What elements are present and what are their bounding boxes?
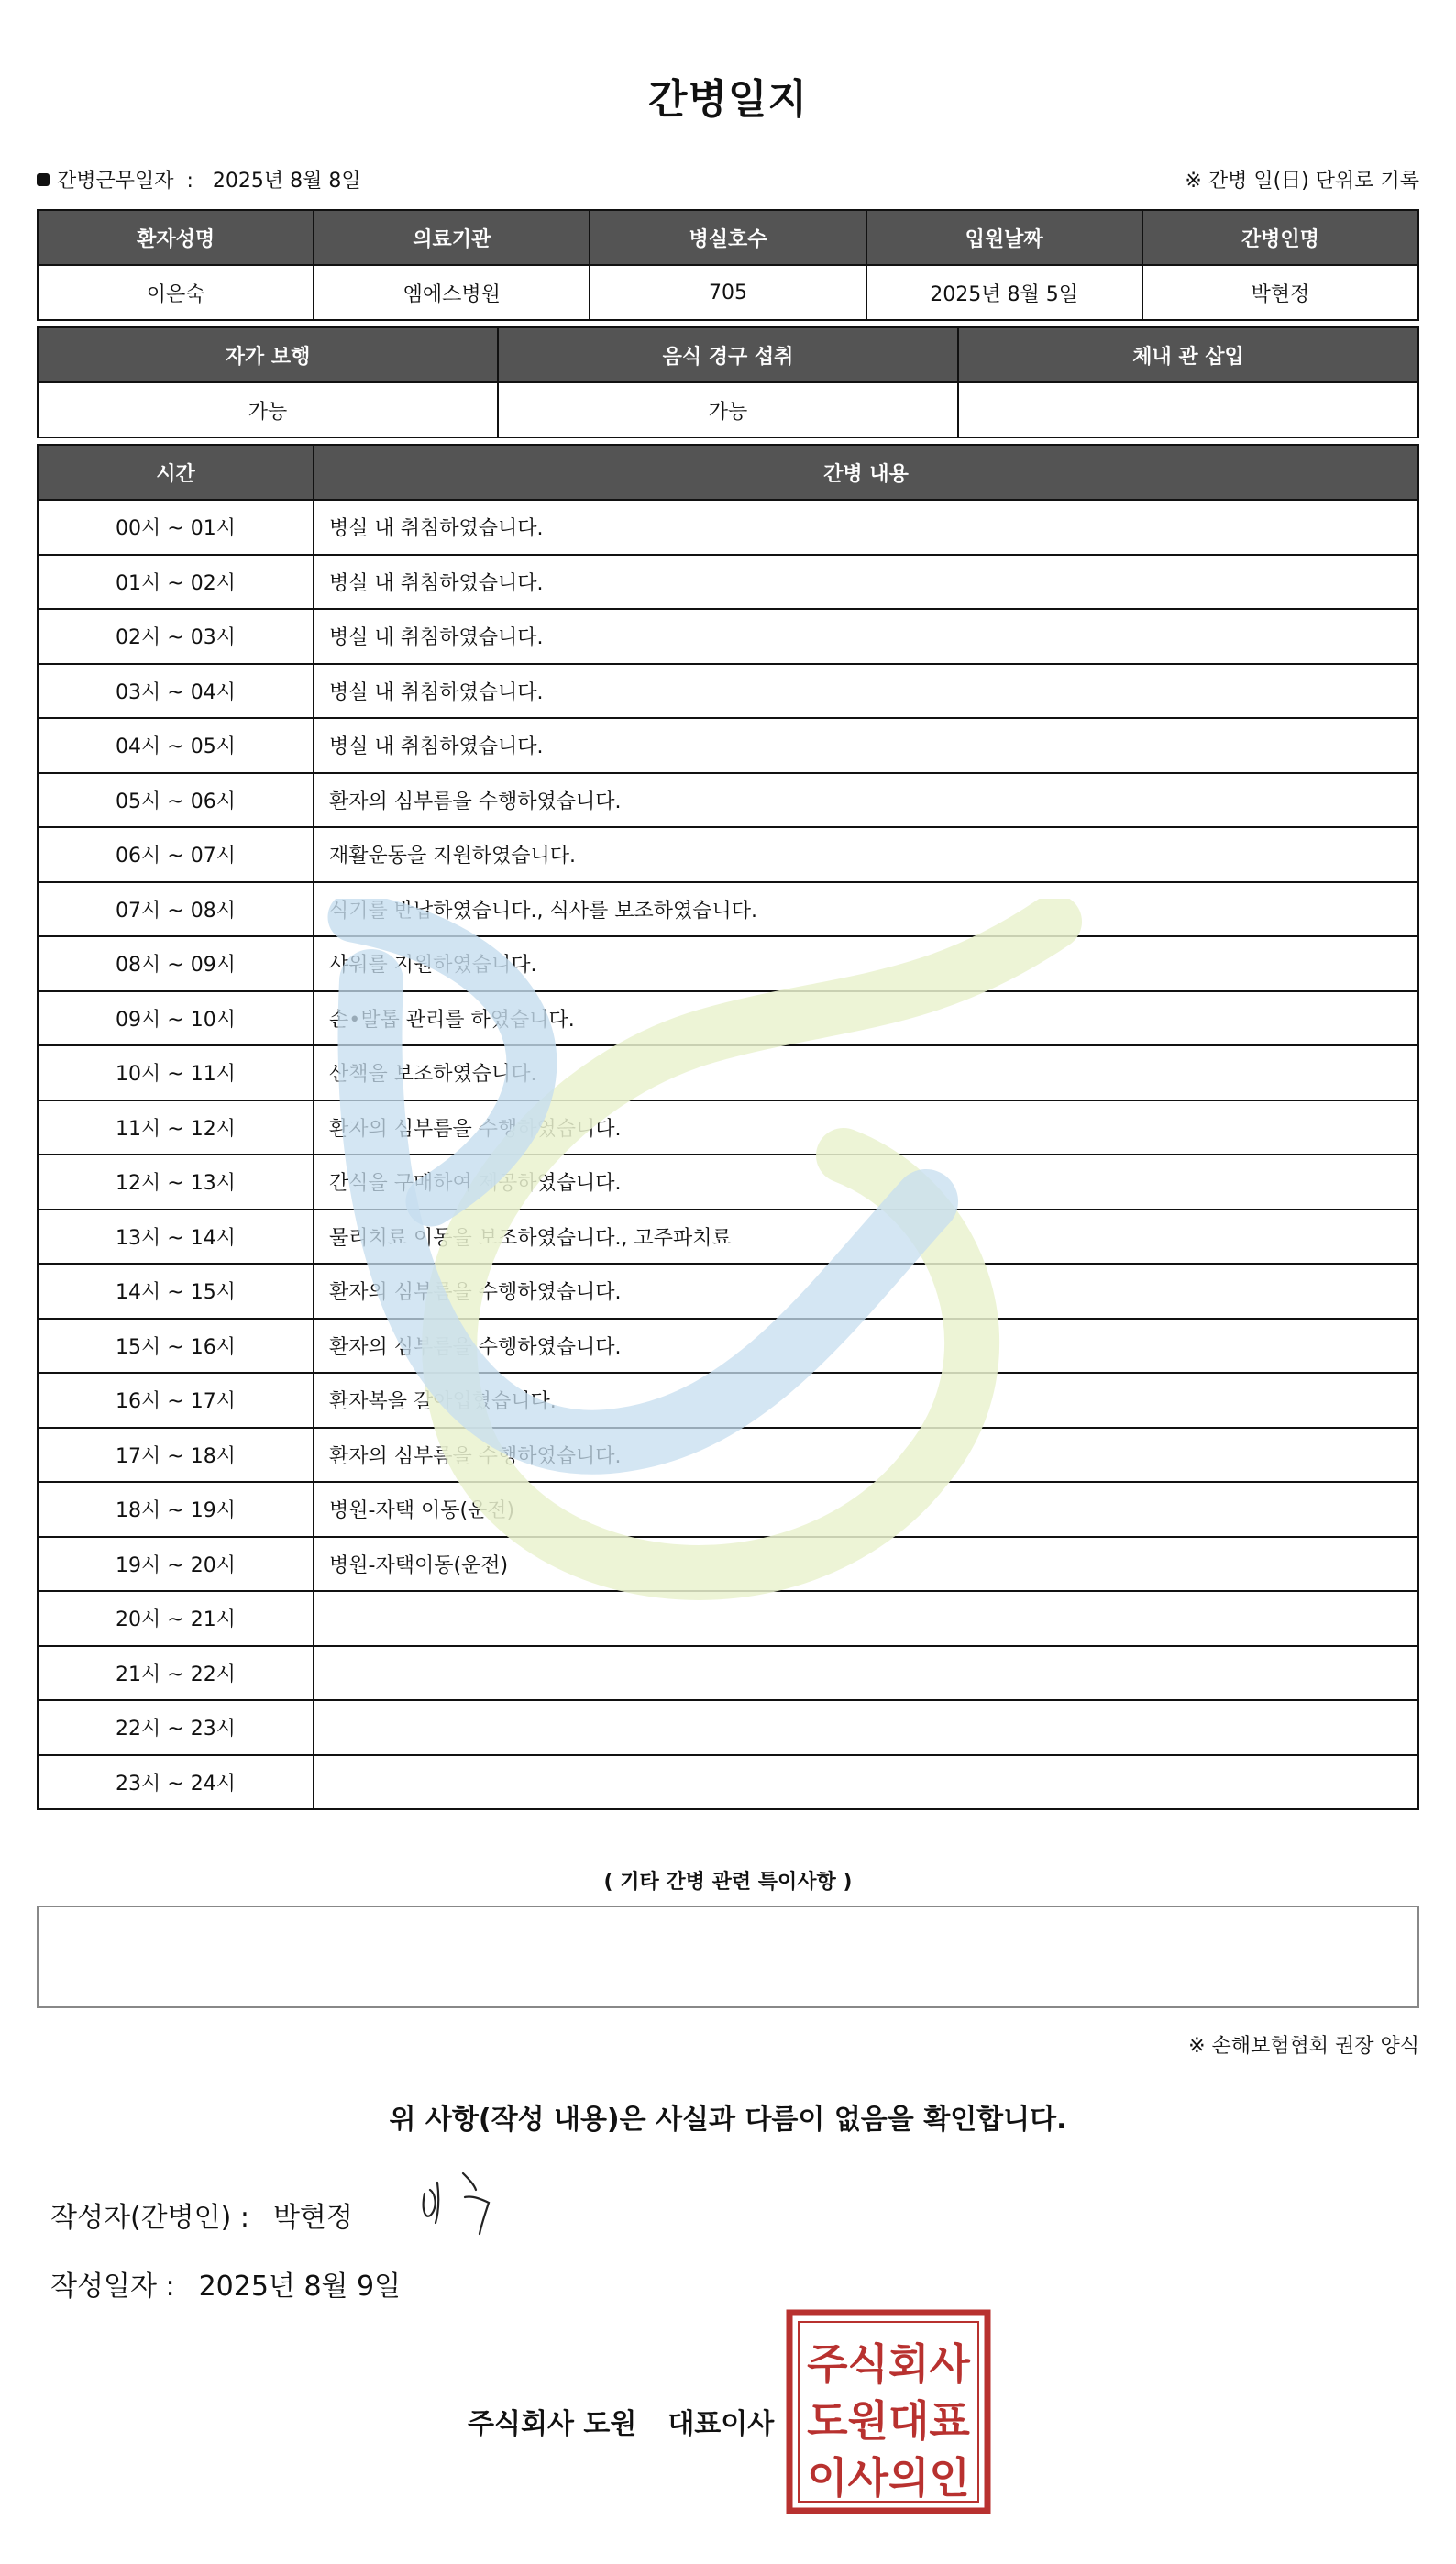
care-log-row — [38, 1755, 1418, 1810]
log-content: 환자의 심부름을 수행하였습니다. — [314, 773, 1418, 828]
log-content: 식기를 반납하였습니다., 식사를 보조하였습니다. — [314, 882, 1418, 937]
special-notes-title: ( 기타 간병 관련 특이사항 ) — [603, 1871, 853, 1894]
seal-line-2: 도원대표 — [807, 2396, 970, 2446]
log-content: 환자의 심부름을 수행하였습니다. — [314, 1319, 1418, 1374]
care-log-row — [38, 936, 1418, 991]
seal-line-1: 주식회사 — [807, 2339, 970, 2389]
log-content: 손•발톱 관리를 하였습니다. — [314, 991, 1418, 1046]
company-seal-icon — [786, 2309, 991, 2514]
company-name: 주식회사 도원 — [468, 2408, 637, 2440]
write-date-line — [50, 2263, 401, 2304]
log-content: 환자복을 갈아입혔습니다. — [314, 1373, 1418, 1428]
oral-intake-value: 가능 — [498, 382, 958, 437]
unit-note: ※ 간병 일(日) 단위로 기록 — [1185, 170, 1419, 193]
header-self-walking: 자가 보행 — [38, 327, 498, 382]
care-log-row — [38, 1319, 1418, 1374]
log-content: 병원-자택 이동(운전) — [314, 1482, 1418, 1537]
log-time: 03시 ~ 04시 — [38, 664, 314, 719]
care-log-table — [37, 444, 1419, 1810]
care-log-row — [38, 1210, 1418, 1265]
log-content: 환자의 심부름을 수행하였습니다. — [314, 1428, 1418, 1483]
seal-line-3: 이사의인 — [807, 2453, 970, 2503]
log-content: 병실 내 취침하였습니다. — [314, 718, 1418, 773]
log-content — [314, 1700, 1418, 1755]
patient-status-value-row — [38, 382, 1418, 437]
bullet-square-icon — [37, 173, 50, 186]
log-content — [314, 1755, 1418, 1810]
writer-label: 작성자(간병인) : — [50, 2202, 249, 2234]
log-time: 13시 ~ 14시 — [38, 1210, 314, 1265]
log-content — [314, 1646, 1418, 1701]
log-time: 16시 ~ 17시 — [38, 1373, 314, 1428]
self-walking-value: 가능 — [38, 382, 498, 437]
care-log-row — [38, 1482, 1418, 1537]
signature-icon — [417, 2166, 500, 2239]
log-content: 병실 내 취침하였습니다. — [314, 555, 1418, 610]
care-log-row — [38, 1045, 1418, 1100]
care-log-row — [38, 1155, 1418, 1210]
care-log-header-row — [38, 445, 1418, 500]
writer-name: 박현정 — [272, 2202, 353, 2234]
work-date-label: 간병근무일자 — [57, 170, 174, 193]
patient-status-header-row — [38, 327, 1418, 382]
care-log-row — [38, 1264, 1418, 1319]
care-log-row — [38, 1591, 1418, 1646]
log-content: 병실 내 취침하였습니다. — [314, 609, 1418, 664]
special-notes-box — [37, 1906, 1419, 2008]
header-patient-name: 환자성명 — [38, 210, 314, 265]
log-time: 21시 ~ 22시 — [38, 1646, 314, 1701]
care-log-row — [38, 827, 1418, 882]
log-time: 20시 ~ 21시 — [38, 1591, 314, 1646]
patient-info-table — [37, 209, 1419, 321]
header-care-content: 간병 내용 — [314, 445, 1418, 500]
header-oral-intake: 음식 경구 섭취 — [498, 327, 958, 382]
writer-line — [50, 2194, 353, 2235]
caregiver-name: 박현정 — [1142, 265, 1418, 320]
log-time: 17시 ~ 18시 — [38, 1428, 314, 1483]
care-log-row — [38, 1700, 1418, 1755]
care-log-row — [38, 1646, 1418, 1701]
log-time: 19시 ~ 20시 — [38, 1537, 314, 1592]
admission-date: 2025년 8월 5일 — [866, 265, 1142, 320]
log-time: 02시 ~ 03시 — [38, 609, 314, 664]
log-content: 간식을 구매하여 제공하였습니다. — [314, 1155, 1418, 1210]
log-content: 병실 내 취침하였습니다. — [314, 500, 1418, 555]
log-time: 22시 ~ 23시 — [38, 1700, 314, 1755]
care-log-row — [38, 773, 1418, 828]
patient-status-table — [37, 326, 1419, 438]
page-title: 간병일지 — [647, 76, 808, 123]
log-time: 07시 ~ 08시 — [38, 882, 314, 937]
log-time: 08시 ~ 09시 — [38, 936, 314, 991]
confirmation-statement: 위 사항(작성 내용)은 사실과 다름이 없음을 확인합니다. — [389, 2104, 1067, 2136]
care-log-row — [38, 718, 1418, 773]
header-hospital: 의료기관 — [314, 210, 590, 265]
header-caregiver-name: 간병인명 — [1142, 210, 1418, 265]
log-time: 14시 ~ 15시 — [38, 1264, 314, 1319]
care-log-row — [38, 882, 1418, 937]
work-date — [37, 165, 361, 193]
care-log-row — [38, 991, 1418, 1046]
patient-info-header-row — [38, 210, 1418, 265]
log-content: 산책을 보조하였습니다. — [314, 1045, 1418, 1100]
log-time: 00시 ~ 01시 — [38, 500, 314, 555]
log-time: 10시 ~ 11시 — [38, 1045, 314, 1100]
patient-info-value-row — [38, 265, 1418, 320]
log-time: 23시 ~ 24시 — [38, 1755, 314, 1810]
work-date-value: 2025년 8월 8일 — [212, 170, 361, 193]
log-content: 물리치료 이동을 보조하였습니다., 고주파치료 — [314, 1210, 1418, 1265]
care-log-row — [38, 1100, 1418, 1155]
log-time: 18시 ~ 19시 — [38, 1482, 314, 1537]
care-log-row — [38, 664, 1418, 719]
company-line — [468, 2401, 774, 2441]
log-time: 11시 ~ 12시 — [38, 1100, 314, 1155]
write-date-value: 2025년 8월 9일 — [198, 2271, 402, 2303]
log-time: 06시 ~ 07시 — [38, 827, 314, 882]
log-time: 05시 ~ 06시 — [38, 773, 314, 828]
log-content: 병실 내 취침하였습니다. — [314, 664, 1418, 719]
representative-title: 대표이사 — [667, 2408, 775, 2440]
header-admission-date: 입원날짜 — [866, 210, 1142, 265]
work-date-separator: : — [186, 170, 193, 193]
care-log-row — [38, 500, 1418, 555]
room-number: 705 — [590, 265, 866, 320]
care-log-row — [38, 555, 1418, 610]
log-content: 병원-자택이동(운전) — [314, 1537, 1418, 1592]
care-log-row — [38, 609, 1418, 664]
care-log-body — [38, 500, 1418, 1809]
log-content: 환자의 심부름을 수행하였습니다. — [314, 1100, 1418, 1155]
log-time: 12시 ~ 13시 — [38, 1155, 314, 1210]
log-time: 15시 ~ 16시 — [38, 1319, 314, 1374]
association-note: ※ 손해보험협회 권장 양식 — [1188, 2035, 1419, 2058]
patient-name: 이은숙 — [38, 265, 314, 320]
care-log-row — [38, 1428, 1418, 1483]
header-time: 시간 — [38, 445, 314, 500]
hospital-name: 엠에스병원 — [314, 265, 590, 320]
care-log-row — [38, 1373, 1418, 1428]
log-content: 재활운동을 지원하였습니다. — [314, 827, 1418, 882]
header-room-number: 병실호수 — [590, 210, 866, 265]
header-tube-insertion: 체내 관 삽입 — [958, 327, 1418, 382]
write-date-label: 작성일자 : — [50, 2271, 175, 2303]
log-content — [314, 1591, 1418, 1646]
log-time: 09시 ~ 10시 — [38, 991, 314, 1046]
log-content: 환자의 심부름을 수행하였습니다. — [314, 1264, 1418, 1319]
tube-insertion-value — [958, 382, 1418, 437]
log-time: 01시 ~ 02시 — [38, 555, 314, 610]
log-content: 샤워를 지원하였습니다. — [314, 936, 1418, 991]
log-time: 04시 ~ 05시 — [38, 718, 314, 773]
care-log-row — [38, 1537, 1418, 1592]
